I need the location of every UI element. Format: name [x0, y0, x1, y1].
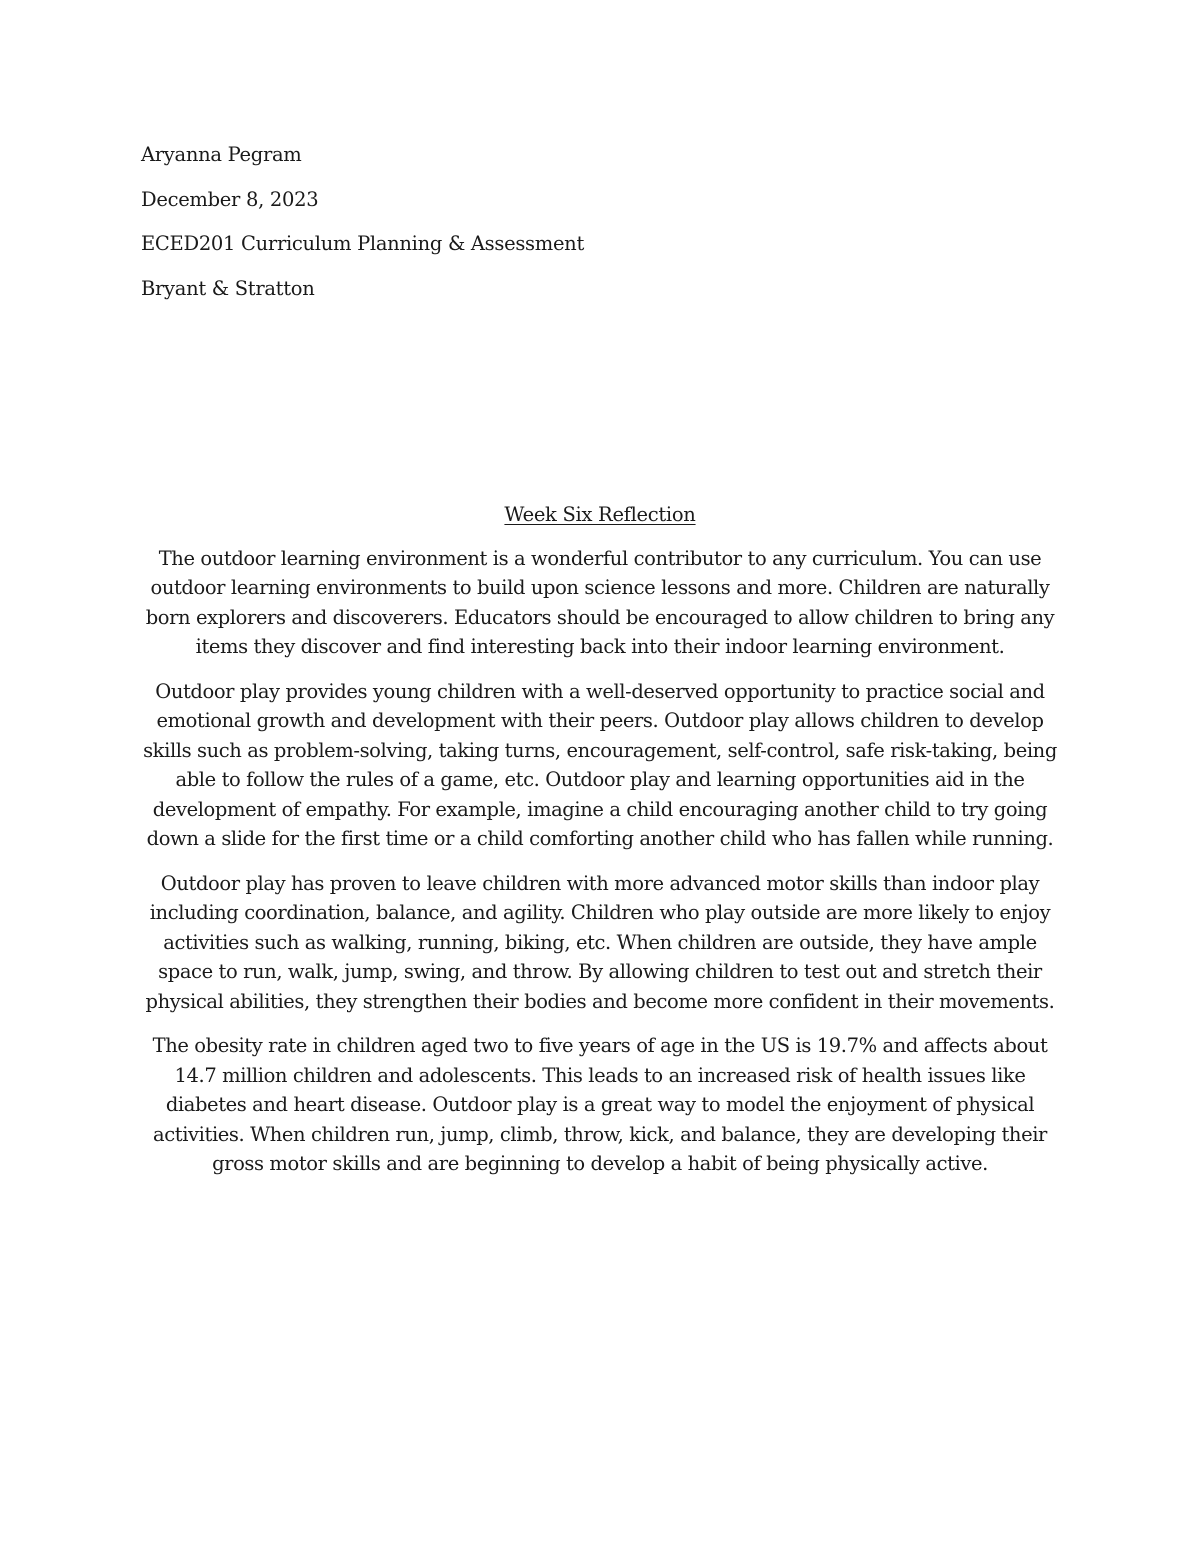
paragraph-line: items they discover and find interesting back into their indoor learning environment. — [195, 635, 1005, 658]
paragraph-line: gross motor skills and are beginning to develop a habit of being physically active. — [212, 1152, 988, 1175]
paragraph-line: able to follow the rules of a game, etc. Outdoor play and learning opportunities aid in the — [175, 768, 1025, 791]
paragraph-line: activities such as walking, running, biking, etc. When children are outside, they have ample — [163, 930, 1037, 954]
paragraph-line: development of empathy. For example, imagine a child encouraging another child to try going — [152, 797, 1048, 821]
paragraph-line: born explorers and discoverers. Educators should be encouraged to allow children to bring any — [145, 605, 1055, 629]
course-title: ECED201 Curriculum Planning & Assessment — [141, 232, 584, 255]
paragraph-2 — [120, 677, 1080, 854]
paragraph-line: including coordination, balance, and agility. Children who play outside are more likely to enjoy — [149, 901, 1051, 924]
paragraph-line: outdoor learning environments to build upon science lessons and more. Children are naturally — [150, 576, 1050, 599]
document-body — [120, 500, 1080, 1194]
document-header — [141, 140, 841, 318]
paragraph-4 — [120, 1031, 1080, 1179]
document-date: December 8, 2023 — [141, 187, 319, 211]
author-name: Aryanna Pegram — [141, 143, 302, 166]
paragraph-line: skills such as problem-solving, taking turns, encouragement, self-control, safe risk-taking, being — [143, 738, 1057, 762]
paragraph-1 — [120, 544, 1080, 662]
document-title: Week Six Reflection — [504, 503, 696, 526]
paragraph-line: 14.7 million children and adolescents. This leads to an increased risk of health issues like — [174, 1063, 1026, 1087]
document-title-wrapper — [120, 500, 1080, 530]
paragraph-line: physical abilities, they strengthen their bodies and become more confident in their movements. — [145, 989, 1055, 1013]
school-name: Bryant & Stratton — [141, 276, 315, 300]
paragraph-line: down a slide for the first time or a child comforting another child who has fallen while running. — [146, 827, 1054, 850]
paragraph-line: The obesity rate in children aged two to five years of age in the US is 19.7% and affects about — [152, 1034, 1048, 1057]
paragraph-line: Outdoor play provides young children with a well-deserved opportunity to practice social and — [155, 679, 1045, 703]
paragraph-line: diabetes and heart disease. Outdoor play is a great way to model the enjoyment of physical — [165, 1093, 1035, 1116]
paragraph-line: The outdoor learning environment is a wonderful contributor to any curriculum. You can use — [158, 546, 1042, 570]
paragraph-3 — [120, 869, 1080, 1017]
paragraph-line: Outdoor play has proven to leave children with more advanced motor skills than indoor play — [160, 871, 1040, 895]
paragraph-line: activities. When children run, jump, climb, throw, kick, and balance, they are developing their — [153, 1122, 1047, 1146]
paragraph-line: emotional growth and development with their peers. Outdoor play allows children to develop — [156, 709, 1044, 732]
paragraph-line: space to run, walk, jump, swing, and throw. By allowing children to test out and stretch their — [158, 960, 1042, 983]
